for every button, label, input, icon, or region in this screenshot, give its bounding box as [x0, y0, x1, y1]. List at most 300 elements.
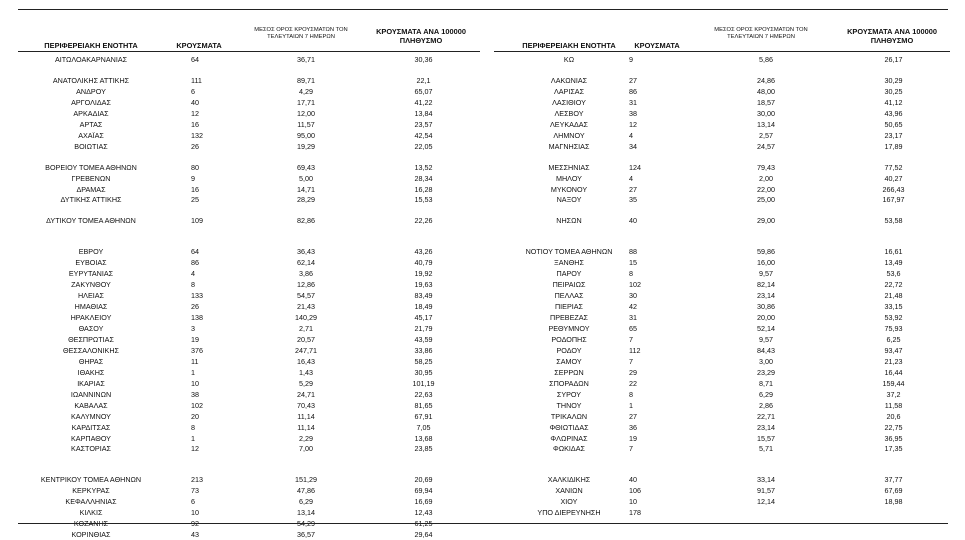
region-name: ΝΗΣΩΝ: [556, 216, 582, 226]
rate-value: 67,91: [414, 411, 433, 421]
avg-value: 13,14: [297, 508, 315, 518]
cases-value: 106: [629, 486, 641, 496]
table-row: [494, 86, 952, 97]
rate-value: 33,86: [414, 345, 433, 355]
rate-value: 41,12: [884, 97, 903, 107]
region-name: ΡΟΔΟΠΗΣ: [551, 334, 587, 344]
rate-value: 22,1: [416, 76, 431, 85]
cases-value: 8: [629, 269, 633, 279]
cases-value: 10: [191, 378, 199, 388]
avg-value: 82,86: [297, 216, 315, 226]
rate-value: 17,35: [884, 444, 903, 454]
region-name: ΑΡΓΟΛΙΔΑΣ: [71, 97, 111, 107]
cases-value: 65: [629, 324, 637, 333]
table-row: [494, 108, 952, 119]
header-rate-line1: ΚΡΟΥΣΜΑΤΑ ΑΝΑ 100000: [376, 27, 466, 36]
avg-value: 22,71: [757, 411, 775, 421]
cases-value: 40: [629, 475, 637, 485]
avg-value: 8,71: [759, 378, 773, 388]
table-row: [16, 279, 486, 290]
rate-value: 16,44: [884, 367, 903, 377]
cases-value: 1: [191, 433, 195, 443]
table-row: [16, 268, 486, 279]
region-name: ΠΙΕΡΙΑΣ: [554, 302, 583, 312]
rate-value: 30,36: [414, 55, 433, 64]
region-name: ΧΑΝΙΩΝ: [555, 486, 583, 496]
avg-value: 82,14: [757, 280, 775, 290]
avg-value: 13,14: [757, 119, 775, 129]
top-rule: [18, 9, 948, 10]
rate-value: 53,58: [884, 216, 903, 226]
rate-value: 77,52: [884, 162, 903, 172]
table-row: [16, 141, 486, 152]
cases-value: 111: [191, 76, 202, 85]
table-row: [494, 356, 952, 367]
table-row: [494, 54, 952, 65]
cases-value: 30: [629, 291, 637, 301]
avg-value: 23,14: [757, 422, 775, 432]
table-row: [494, 268, 952, 279]
rate-value: 16,61: [884, 247, 903, 257]
header-rate-line1: ΚΡΟΥΣΜΑΤΑ ΑΝΑ 100000: [847, 27, 937, 36]
region-name: ΚΕΝΤΡΙΚΟΥ ΤΟΜΕΑ ΑΘΗΝΩΝ: [40, 475, 142, 485]
rate-value: 93,47: [884, 345, 903, 355]
table-row: [16, 345, 486, 356]
rate-value: 12,43: [414, 508, 433, 518]
rate-value: 23,57: [414, 119, 433, 129]
region-name: ΑΡΚΑΔΙΑΣ: [73, 108, 109, 118]
region-name: ΜΕΣΣΗΝΙΑΣ: [548, 162, 590, 172]
rate-value: 17,89: [884, 141, 903, 151]
avg-value: 12,86: [297, 280, 315, 290]
region-name: ΘΕΣΠΡΩΤΙΑΣ: [68, 334, 114, 344]
avg-value: 3,86: [299, 269, 313, 279]
cases-value: 86: [629, 86, 637, 96]
rate-value: 37,2: [886, 389, 901, 399]
table-row: [494, 378, 952, 389]
table-row: [494, 162, 952, 173]
header-region: ΠΕΡΙΦΕΡΕΙΑΚΗ ΕΝΟΤΗΤΑ: [44, 41, 138, 50]
rate-value: 37,77: [884, 475, 903, 485]
avg-value: 2,57: [759, 130, 773, 140]
rate-value: 30,25: [884, 86, 903, 96]
avg-value: 23,14: [757, 291, 775, 301]
cases-value: 31: [629, 97, 637, 107]
table-row: [494, 485, 952, 496]
header-rule: [18, 51, 480, 52]
table-row: [494, 312, 952, 323]
table-row: [16, 257, 486, 268]
table-row: [494, 119, 952, 130]
region-name: ΚΑΒΑΛΑΣ: [74, 400, 108, 410]
table-row: [16, 130, 486, 141]
rate-value: 81,65: [414, 400, 433, 410]
cases-value: 22: [629, 378, 637, 388]
rate-value: 42,54: [414, 130, 433, 140]
table-row: [494, 141, 952, 152]
region-name: ΖΑΚΥΝΘΟΥ: [71, 280, 111, 290]
region-name: ΚΟΡΙΝΘΙΑΣ: [71, 530, 111, 540]
rate-value: 43,96: [884, 108, 903, 118]
rate-value: 43,59: [414, 334, 433, 344]
region-name: ΒΟΡΕΙΟΥ ΤΟΜΕΑ ΑΘΗΝΩΝ: [45, 162, 137, 172]
rate-value: 67,69: [884, 486, 903, 496]
header-rate: [361, 27, 481, 45]
avg-value: 151,29: [295, 475, 317, 485]
avg-value: 5,29: [299, 378, 313, 388]
table-row: [494, 194, 952, 205]
region-name: ΚΟΖΑΝΗΣ: [73, 519, 109, 529]
table-row: [494, 246, 952, 257]
table-row: [16, 97, 486, 108]
avg-value: 54,57: [297, 291, 315, 301]
region-name: ΑΝΑΤΟΛΙΚΗΣ ΑΤΤΙΚΗΣ: [52, 76, 130, 85]
avg-value: 79,43: [757, 162, 775, 172]
avg-value: 25,00: [757, 195, 775, 205]
rate-value: 13,52: [414, 162, 433, 172]
region-name: ΗΜΑΘΙΑΣ: [74, 302, 108, 312]
region-name: ΕΒΡΟΥ: [78, 247, 104, 257]
rate-value: 159,44: [882, 378, 905, 388]
region-name: ΚΙΛΚΙΣ: [79, 508, 103, 518]
cases-value: 1: [191, 367, 195, 377]
header-rate-line2: ΠΛΗΘΥΣΜΟ: [399, 36, 443, 45]
table-row: [494, 279, 952, 290]
rate-value: 53,92: [884, 313, 903, 322]
table-row: [16, 301, 486, 312]
region-name: ΚΑΣΤΟΡΙΑΣ: [71, 444, 111, 454]
table-row: [16, 443, 486, 454]
header-avg: [706, 27, 816, 41]
cases-value: 11: [191, 356, 199, 366]
region-name: ΙΩΑΝΝΙΝΩΝ: [70, 389, 112, 399]
table-row: [494, 507, 952, 518]
cases-value: 133: [191, 291, 203, 301]
rate-value: 18,49: [414, 302, 433, 312]
region-name: ΙΚΑΡΙΑΣ: [77, 378, 105, 388]
rate-value: 167,97: [882, 195, 905, 205]
table-row: [16, 422, 486, 433]
table-row: [16, 485, 486, 496]
header-rate: [832, 27, 952, 45]
cases-value: 8: [629, 389, 633, 399]
cases-value: 27: [629, 184, 637, 194]
rate-value: 65,07: [414, 86, 433, 96]
cases-value: 19: [191, 334, 199, 344]
region-name: ΞΑΝΘΗΣ: [554, 258, 584, 268]
header-avg-line1: ΜΕΣΟΣ ΟΡΟΣ ΚΡΟΥΣΜΑΤΩΝ ΤΟΝ: [254, 27, 348, 33]
avg-value: 5,71: [759, 444, 773, 454]
rate-value: 23,85: [414, 444, 433, 454]
cases-value: 86: [191, 258, 199, 268]
cases-value: 102: [629, 280, 641, 290]
cases-value: 12: [629, 119, 637, 129]
table-row: [16, 184, 486, 195]
cases-value: 7: [629, 356, 633, 366]
table-row: [16, 507, 486, 518]
avg-value: 2,29: [299, 433, 313, 443]
region-name: ΠΕΛΛΑΣ: [554, 291, 584, 301]
header-avg-line1: ΜΕΣΟΣ ΟΡΟΣ ΚΡΟΥΣΜΑΤΩΝ ΤΟΝ: [714, 27, 808, 33]
region-name: ΝΟΤΙΟΥ ΤΟΜΕΑ ΑΘΗΝΩΝ: [525, 247, 613, 257]
avg-value: 91,57: [757, 486, 775, 496]
avg-value: 2,71: [299, 324, 313, 333]
region-name: ΜΥΚΟΝΟΥ: [550, 184, 588, 194]
table-row: [16, 312, 486, 323]
region-name: ΗΡΑΚΛΕΙΟΥ: [70, 313, 112, 322]
avg-value: 47,86: [297, 486, 315, 496]
table-row: [494, 75, 952, 86]
region-name: ΓΡΕΒΕΝΩΝ: [71, 173, 111, 183]
table-row: [494, 97, 952, 108]
table-row: [16, 162, 486, 173]
table-row: [16, 119, 486, 130]
cases-value: 213: [191, 475, 203, 485]
rate-value: 22,63: [414, 389, 433, 399]
cases-value: 9: [629, 55, 633, 64]
avg-value: 15,57: [757, 433, 775, 443]
header-avg: [246, 27, 356, 41]
avg-value: 20,57: [297, 334, 315, 344]
region-name: ΜΑΓΝΗΣΙΑΣ: [548, 141, 590, 151]
table-row: [16, 194, 486, 205]
cases-value: 10: [191, 508, 199, 518]
cases-value: 8: [191, 280, 195, 290]
avg-value: 12,14: [757, 497, 775, 507]
cases-value: 102: [191, 400, 203, 410]
rate-value: 16,69: [414, 497, 433, 507]
cases-value: 36: [629, 422, 637, 432]
avg-value: 6,29: [759, 389, 773, 399]
region-name: ΘΑΣΟΥ: [78, 324, 104, 333]
table-row: [494, 257, 952, 268]
avg-value: 59,86: [757, 247, 775, 257]
rate-value: 18,98: [884, 497, 903, 507]
rate-value: 19,63: [414, 280, 433, 290]
avg-value: 36,71: [297, 55, 315, 64]
cases-value: 26: [191, 141, 199, 151]
region-name: ΦΩΚΙΔΑΣ: [553, 444, 585, 454]
region-name: ΠΑΡΟΥ: [556, 269, 582, 279]
rate-value: 15,53: [414, 195, 433, 205]
avg-value: 28,29: [297, 195, 315, 205]
region-name: ΚΑΡΔΙΤΣΑΣ: [71, 422, 111, 432]
avg-value: 24,57: [757, 141, 775, 151]
table-row: [494, 173, 952, 184]
avg-value: 95,00: [297, 130, 315, 140]
cases-value: 16: [191, 184, 199, 194]
avg-value: 33,14: [757, 475, 775, 485]
table-row: [494, 130, 952, 141]
avg-value: 2,86: [759, 400, 773, 410]
header-cases: ΚΡΟΥΣΜΑΤΑ: [634, 41, 680, 50]
rate-value: 13,49: [884, 258, 903, 268]
cases-value: 73: [191, 486, 199, 496]
cases-value: 64: [191, 55, 199, 64]
region-name: ΕΥΒΟΙΑΣ: [75, 258, 107, 268]
table-row: [16, 173, 486, 184]
avg-value: 24,86: [757, 76, 775, 85]
rate-value: 11,58: [884, 400, 903, 410]
avg-value: 29,00: [757, 216, 775, 226]
region-name: ΛΑΣΙΘΙΟΥ: [552, 97, 586, 107]
table-row: [16, 529, 486, 540]
region-name: ΑΡΤΑΣ: [79, 119, 103, 129]
cases-value: 29: [629, 367, 637, 377]
region-name: ΛΑΡΙΣΑΣ: [553, 86, 585, 96]
region-name: ΕΥΡΥΤΑΝΙΑΣ: [68, 269, 114, 279]
header-avg-line2: ΤΕΛΕΥΤΑΙΩΝ 7 ΗΜΕΡΩΝ: [267, 34, 335, 40]
cases-value: 12: [191, 444, 199, 454]
region-name: ΝΑΞΟΥ: [556, 195, 582, 205]
rate-value: 30,29: [884, 76, 903, 85]
rate-value: 21,23: [884, 356, 903, 366]
cases-value: 10: [629, 497, 637, 507]
region-name: ΛΑΚΩΝΙΑΣ: [550, 76, 588, 85]
rate-value: 7,05: [416, 422, 431, 432]
rate-value: 36,95: [884, 433, 903, 443]
table-row: [16, 86, 486, 97]
region-name: ΘΕΣΣΑΛΟΝΙΚΗΣ: [63, 345, 119, 355]
cases-value: 3: [191, 324, 195, 333]
avg-value: 24,71: [297, 389, 315, 399]
avg-value: 5,00: [299, 173, 313, 183]
region-name: ΔΡΑΜΑΣ: [76, 184, 106, 194]
avg-value: 30,00: [757, 108, 775, 118]
cases-value: 178: [629, 508, 641, 518]
rate-value: 50,65: [884, 119, 903, 129]
rate-value: 22,05: [414, 141, 433, 151]
header-region: ΠΕΡΙΦΕΡΕΙΑΚΗ ΕΝΟΤΗΤΑ: [522, 41, 616, 50]
cases-value: 124: [629, 162, 641, 172]
cases-value: 8: [191, 422, 195, 432]
table-row: [494, 474, 952, 485]
avg-value: 11,14: [297, 411, 315, 421]
table-row: [494, 422, 952, 433]
region-name: ΘΗΡΑΣ: [78, 356, 104, 366]
region-name: ΠΕΙΡΑΙΩΣ: [552, 280, 586, 290]
avg-value: 89,71: [297, 76, 315, 85]
avg-value: 84,43: [757, 345, 775, 355]
table-row: [16, 108, 486, 119]
region-name: ΜΗΛΟΥ: [556, 173, 582, 183]
region-name: ΣΑΜΟΥ: [556, 356, 582, 366]
rate-value: 43,26: [414, 247, 433, 257]
table-row: [494, 290, 952, 301]
cases-value: 27: [629, 411, 637, 421]
avg-value: 2,00: [759, 173, 773, 183]
rate-value: 41,22: [414, 97, 433, 107]
rate-value: 21,79: [414, 324, 433, 333]
table-row: [16, 389, 486, 400]
region-name: ΣΕΡΡΩΝ: [554, 367, 584, 377]
rate-value: 16,28: [414, 184, 433, 194]
cases-value: 6: [191, 497, 195, 507]
cases-value: 40: [191, 97, 199, 107]
table-row: [16, 356, 486, 367]
region-name: ΑΙΤΩΛΟΑΚΑΡΝΑΝΙΑΣ: [54, 55, 128, 64]
region-name: ΑΝΔΡΟΥ: [76, 86, 106, 96]
rate-value: 22,26: [414, 216, 433, 226]
cases-value: 31: [629, 313, 637, 322]
avg-value: 30,86: [757, 302, 775, 312]
cases-value: 38: [629, 108, 637, 118]
avg-value: 19,29: [297, 141, 315, 151]
rate-value: 20,6: [886, 411, 901, 421]
cases-value: 4: [629, 130, 633, 140]
avg-value: 14,71: [297, 184, 315, 194]
table-row: [16, 496, 486, 507]
cases-value: 138: [191, 313, 203, 322]
avg-value: 11,57: [297, 119, 315, 129]
cases-value: 109: [191, 216, 203, 226]
rate-value: 101,19: [412, 378, 435, 388]
table-row: [494, 433, 952, 444]
rate-value: 53,6: [886, 269, 901, 279]
avg-value: 140,29: [295, 313, 317, 322]
table-row: [494, 389, 952, 400]
cases-value: 12: [191, 108, 199, 118]
cases-value: 34: [629, 141, 637, 151]
avg-value: 69,43: [297, 162, 315, 172]
avg-value: 6,29: [299, 497, 313, 507]
avg-value: 62,14: [297, 258, 315, 268]
rate-value: 40,79: [414, 258, 433, 268]
cases-value: 20: [191, 411, 199, 421]
rate-value: 61,25: [414, 519, 433, 529]
region-name: ΚΩ: [563, 55, 575, 64]
region-name: ΚΑΡΠΑΘΟΥ: [71, 433, 111, 443]
cases-value: 25: [191, 195, 199, 205]
cases-value: 112: [629, 345, 641, 355]
avg-value: 48,00: [757, 86, 775, 96]
region-name: ΦΘΙΩΤΙΔΑΣ: [549, 422, 589, 432]
table-row: [16, 54, 486, 65]
rate-value: 22,72: [884, 280, 903, 290]
region-name: ΡΟΔΟΥ: [556, 345, 582, 355]
avg-value: 11,14: [297, 422, 315, 432]
bottom-rule: [18, 523, 948, 524]
rate-value: 45,17: [414, 313, 433, 322]
rate-value: 6,25: [886, 334, 901, 344]
region-name: ΚΑΛΥΜΝΟΥ: [71, 411, 111, 421]
table-row: [16, 334, 486, 345]
cases-value: 9: [191, 173, 195, 183]
avg-value: 247,71: [295, 345, 317, 355]
avg-value: 12,00: [297, 108, 315, 118]
rate-value: 40,27: [884, 173, 903, 183]
region-name: ΛΕΥΚΑΔΑΣ: [549, 119, 588, 129]
avg-value: 22,00: [757, 184, 775, 194]
region-name: ΔΥΤΙΚΗΣ ΑΤΤΙΚΗΣ: [60, 195, 122, 205]
region-name: ΦΛΩΡΙΝΑΣ: [550, 433, 588, 443]
cases-value: 80: [191, 162, 199, 172]
table-row: [16, 400, 486, 411]
avg-value: 9,57: [759, 269, 773, 279]
table-row: [16, 411, 486, 422]
table-row: [494, 215, 952, 226]
rate-value: 13,68: [414, 433, 433, 443]
table-row: [16, 215, 486, 226]
rate-value: 30,95: [414, 367, 433, 377]
rate-value: 75,93: [884, 324, 903, 333]
avg-value: 3,00: [759, 356, 773, 366]
region-name: ΚΕΦΑΛΛΗΝΙΑΣ: [65, 497, 117, 507]
cases-value: 88: [629, 247, 637, 257]
rate-value: 23,17: [884, 130, 903, 140]
region-name: ΤΡΙΚΑΛΩΝ: [550, 411, 588, 421]
region-name: ΧΑΛΚΙΔΙΚΗΣ: [547, 475, 591, 485]
